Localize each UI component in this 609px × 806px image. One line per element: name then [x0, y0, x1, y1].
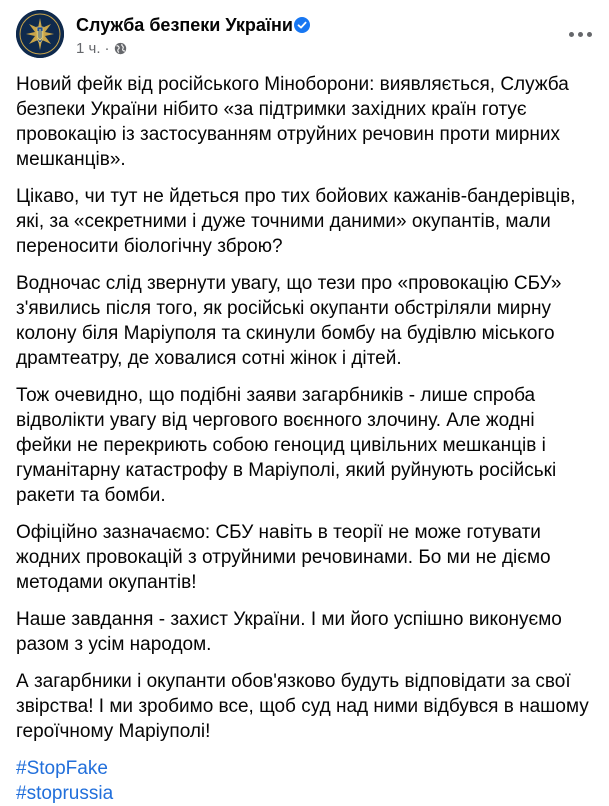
post-paragraph: Новий фейк від російського Міноборони: виявляється, Служба безпеки України нібито «за підтримки західних країн готує провокацію із застосуванням отруйних речовин проти мирних мешканців». — [16, 74, 569, 170]
hashtag-stopfake-link[interactable]: #StopFake — [16, 758, 108, 779]
more-options-icon — [569, 32, 574, 37]
page-name-link[interactable]: Служба безпеки України — [76, 15, 293, 35]
post-paragraph: Тож очевидно, що подібні заяви загарбників - лише спроба відволікти увагу від чергового воєнного злочину. Але жодні фейки не перекриють собою геноцид цивільних мешканців і гуманітарну катастрофу в Маріуполі, який руйнують російські ракети та бомби. — [16, 385, 557, 506]
post-paragraph: А загарбники і окупанти обов'язково будуть відповідати за свої звірства! І ми зробимо все, щоб суд над ними відбувся в нашому героїчному Маріуполі! — [16, 671, 589, 742]
globe-icon[interactable] — [114, 42, 127, 55]
more-options-button[interactable] — [564, 22, 596, 46]
sbu-emblem-icon — [16, 10, 64, 58]
post-paragraph: Цікаво, чи тут не йдеться про тих бойових кажанів-бандерівців, які, за «секретними і дуже точними даними» окупантів, мали переносити біологічну зброю? — [16, 186, 576, 257]
post-meta — [76, 40, 127, 58]
more-options-icon — [587, 32, 592, 37]
meta-separator: · — [104, 40, 110, 57]
post-paragraph: Наше завдання - захист України. І ми його успішно виконуємо разом з усім народом. — [16, 609, 562, 655]
page-avatar[interactable] — [16, 10, 64, 58]
post-paragraph: Офіційно зазначаємо: СБУ навіть в теорії не може готувати жодних провокацій з отруйними речовинами. Бо ми не діємо методами окупантів! — [16, 522, 551, 593]
post-paragraph: Водночас слід звернути увагу, що тези про «провокацію СБУ» з'явились після того, як російські окупанти обстріляли мирну колону біля Маріуполя та скинули бомбу на будівлю міського драмтеатру, де ховалися сотні жінок і дітей. — [16, 273, 562, 369]
hashtag-stoprussia-link[interactable]: #stoprussia — [16, 783, 114, 804]
post-header — [16, 10, 593, 58]
verified-badge-icon — [294, 17, 310, 33]
post-timestamp[interactable]: 1 ч. — [76, 40, 101, 57]
more-options-icon — [578, 32, 583, 37]
post-body — [16, 72, 593, 806]
